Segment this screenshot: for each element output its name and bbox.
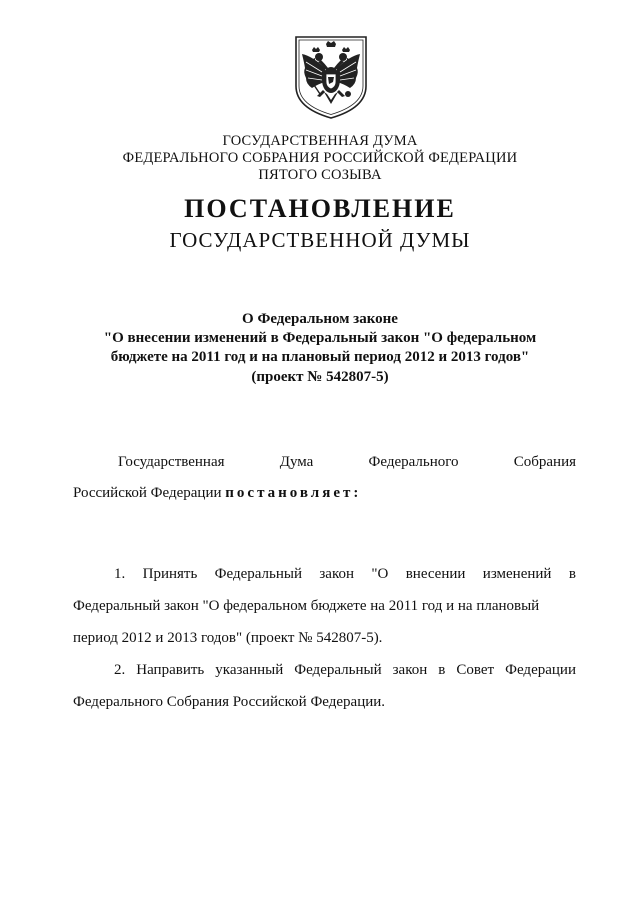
clause-2-line-2: Федерального Собрания Российской Федерации. [73,694,386,710]
clause-word: 1. [114,566,126,582]
clause-word: в [568,566,576,582]
preamble-line-2 [73,485,361,502]
preamble-word: Государственная [118,454,225,470]
clause-word: в [438,662,446,678]
clause-word: закон [392,662,428,678]
clause-word: Федеральный [214,566,303,582]
preamble-word: Федерального [368,454,459,470]
clause-1-line-2: Федеральный закон "О федеральном бюджете на 2011 год и на плановый [73,598,540,614]
double-headed-eagle-icon [292,34,370,120]
clause-word: Принять [142,566,198,582]
clause-word: Федерации [505,662,576,678]
clause-word: Федеральный [294,662,382,678]
preamble-word: Собрания [513,454,576,470]
clause-word: "О [371,566,389,582]
document-subtitle: ГОСУДАРСТВЕННОЙ ДУМЫ [169,228,471,252]
document-title: ПОСТАНОВЛЕНИЕ [184,194,456,223]
preamble-resolves: постановляет: [225,485,362,501]
header-line-state-duma: ГОСУДАРСТВЕННАЯ ДУМА [222,133,418,149]
clause-word: 2. [114,662,126,678]
clause-word: закон [319,566,355,582]
preamble-word: Дума [279,454,314,470]
header-line-federal-assembly: ФЕДЕРАЛЬНОГО СОБРАНИЯ РОССИЙСКОЙ ФЕДЕРАЦИИ [122,150,518,166]
clause-1-line-3: период 2012 и 2013 годов" (проект № 542807-5). [73,630,383,646]
clause-word: указанный [215,662,284,678]
subject-line-3: бюджете на 2011 год и на плановый период 2012 и 2013 годов" [110,349,530,365]
preamble-subject: Российской Федерации [73,485,222,501]
subject-line-2: "О внесении изменений в Федеральный закон "О федеральном [103,330,537,346]
clause-word: Совет [456,662,495,678]
clause-1-line-1 [114,566,576,583]
preamble-line-1 [118,454,576,471]
clause-word: изменений [482,566,552,582]
subject-line-1: О Федеральном законе [242,311,398,327]
clause-word: внесении [405,566,466,582]
header-line-convocation: ПЯТОГО СОЗЫВА [258,167,382,183]
coat-of-arms-emblem [292,34,370,120]
subject-line-4: (проект № 542807-5) [251,369,389,385]
clause-word: Направить [136,662,205,678]
clause-2-line-1 [114,662,576,679]
